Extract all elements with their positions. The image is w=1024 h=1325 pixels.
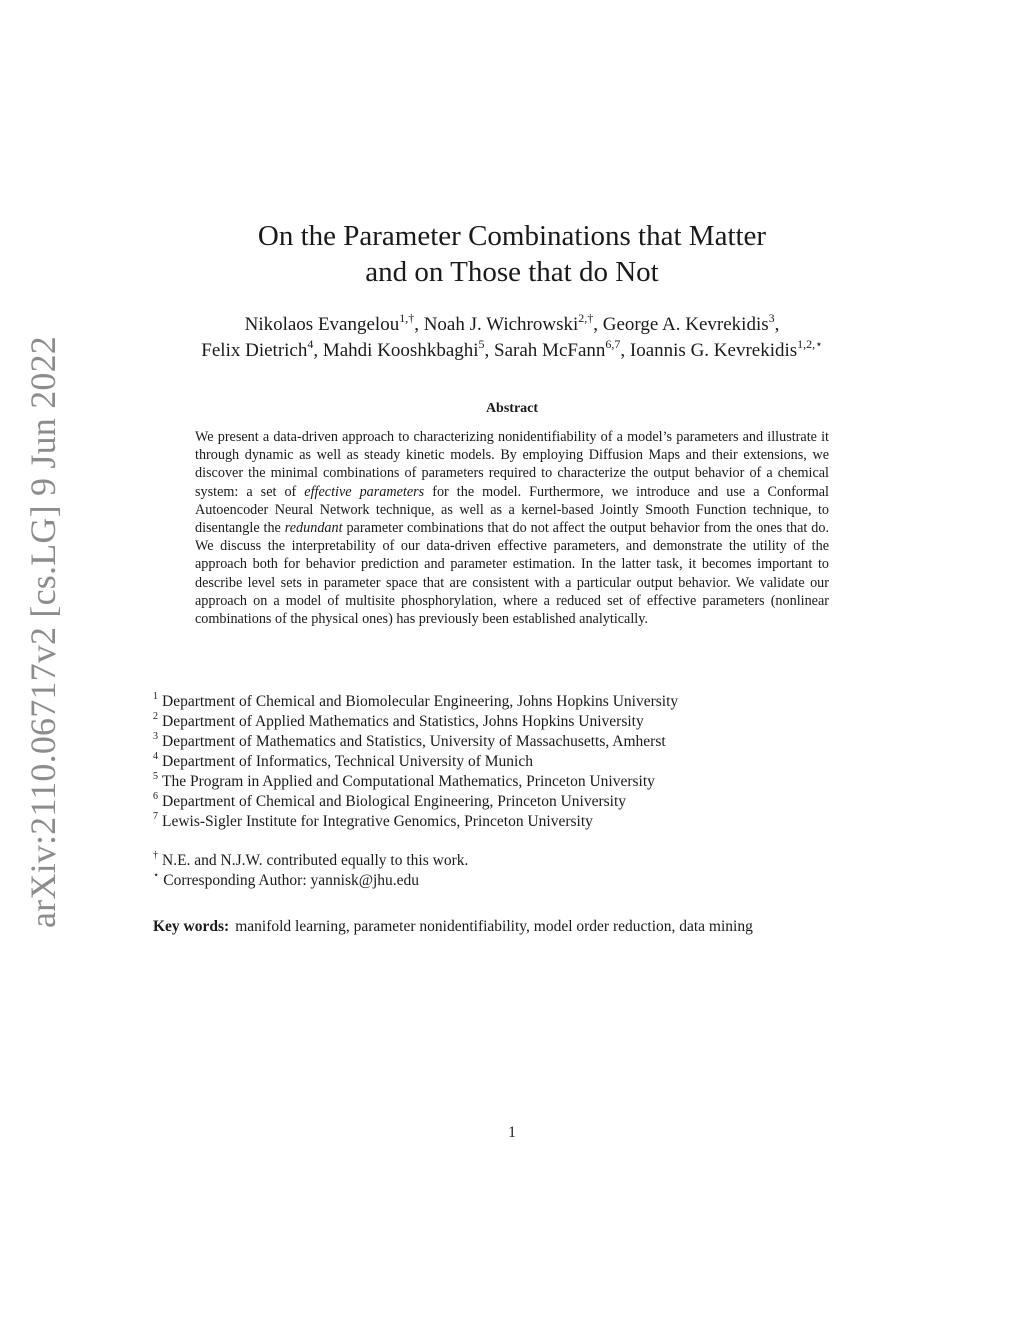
affiliation-item: [153, 792, 873, 812]
author-affil-mark: 6,7: [605, 337, 621, 351]
affiliation-number: 1: [153, 691, 158, 702]
author-affil-mark: 1,2,⋆: [797, 337, 823, 351]
affiliation-text: Department of Chemical and Biomolecular Engineering, Johns Hopkins University: [162, 693, 679, 710]
affiliation-item: [153, 752, 873, 772]
affiliation-number: 3: [153, 731, 158, 742]
author-line-1: Nikolaos Evangelou$^{1,\dagger}$, Noah J. Wichrowski$^{2,\dagger}$, George A. Kevrekidis$^3$,: [244, 311, 780, 335]
arxiv-side-stamp: arXiv:2110.06717v2 [cs.LG] 9 Jun 2022: [23, 336, 63, 928]
affiliation-text: Department of Applied Mathematics and Statistics, Johns Hopkins University: [162, 713, 644, 730]
author-name: Ioannis G. Kevrekidis: [629, 340, 798, 361]
footnote-equal-contribution: [153, 851, 873, 871]
keywords-text: manifold learning, parameter nonidentifiability, model order reduction, data mining: [235, 918, 753, 935]
affiliation-number: 7: [153, 811, 158, 822]
abstract-body: [195, 428, 829, 628]
author-name: Felix Dietrich: [201, 340, 308, 361]
affiliation-number: 5: [153, 771, 158, 782]
affiliation-text: The Program in Applied and Computational Mathematics, Princeton University: [162, 773, 655, 790]
affiliation-item: [153, 732, 873, 752]
author-list: [120, 312, 904, 364]
title-line-1: On the Parameter Combinations that Matter: [257, 220, 767, 252]
author-affil-mark: 3: [768, 311, 775, 325]
affiliation-item: [153, 692, 873, 712]
footnote-text: Corresponding Author: yannisk@jhu.edu: [163, 872, 420, 889]
abstract-emphasis-2: redundant: [284, 520, 343, 537]
abstract-text-2: for the model. Furthermore, we introduce and use a Conformal Autoencoder Neural Network technique, as well as a kernel-based Jointly Smooth Function technique, to disentangle the: [195, 483, 829, 537]
author-affil-mark: 4: [307, 337, 314, 351]
affiliation-list: [153, 692, 873, 832]
abstract-text-1: We present a data-driven approach to characterizing nonidentifiability of a model’s parameters and illustrate it through dynamic as well as steady kinetic models. By employing Diffusion Maps and their extensions, we discover the minimal combinations of parameters required to characterize the output behavior of a chemical system: a set of: [195, 429, 829, 500]
abstract-text-3: parameter combinations that do not affect the output behavior from the ones that do. We discuss the interpretability of our data-driven effective parameters, and demonstrate the utility of the approach both for behavior prediction and parameter estimation. In the latter task, it becomes important to describe level sets in parameter space that are consistent with a particular output behavior. We validate our approach on a model of multisite phosphorylation, where a reduced set of effective parameters (nonlinear combinations of the physical ones) has previously been established analytically.: [195, 520, 830, 628]
author-name: Sarah McFann: [494, 340, 606, 361]
author-name: Noah J. Wichrowski: [423, 314, 579, 335]
affiliation-text: Lewis-Sigler Institute for Integrative Genomics, Princeton University: [162, 813, 593, 830]
title-line-2: and on Those that do Not: [365, 256, 659, 288]
author-name: George A. Kevrekidis: [602, 314, 769, 335]
paper-title: [140, 218, 884, 290]
author-affil-mark: 1,†: [399, 311, 415, 325]
affiliation-number: 2: [153, 711, 158, 722]
footnote-corresponding-author: [153, 871, 873, 891]
footnote-list: [153, 851, 873, 891]
page-number: 1: [508, 1124, 516, 1141]
affiliation-item: [153, 712, 873, 732]
affiliation-text: Department of Chemical and Biological Engineering, Princeton University: [162, 793, 627, 810]
abstract-heading: Abstract: [485, 401, 539, 416]
affiliation-text: Department of Informatics, Technical University of Munich: [162, 753, 533, 770]
keywords-label: Key words:: [153, 918, 230, 935]
footnote-mark: †: [153, 850, 158, 861]
footnote-text: N.E. and N.J.W. contributed equally to this work.: [162, 852, 469, 869]
affiliation-number: 4: [153, 751, 158, 762]
affiliation-item: [153, 772, 873, 792]
affiliation-item: [153, 812, 873, 832]
author-line-2: Felix Dietrich$^4$, Mahdi Kooshkbaghi$^5$, Sarah McFann$^{6,7}$, Ioannis G. Kevrekidis$^{1,2,⋆}$: [201, 337, 823, 361]
author-affil-mark: 2,†: [578, 311, 594, 325]
author-name: Mahdi Kooshkbaghi: [322, 340, 479, 361]
author-name: Nikolaos Evangelou: [244, 314, 400, 335]
affiliation-number: 6: [153, 791, 158, 802]
affiliation-text: Department of Mathematics and Statistics, University of Massachusetts, Amherst: [162, 733, 666, 750]
abstract-emphasis-1: effective parameters: [304, 483, 425, 500]
footnote-mark: ⋆: [153, 870, 160, 881]
author-affil-mark: 5: [478, 337, 485, 351]
keywords: [153, 917, 893, 937]
